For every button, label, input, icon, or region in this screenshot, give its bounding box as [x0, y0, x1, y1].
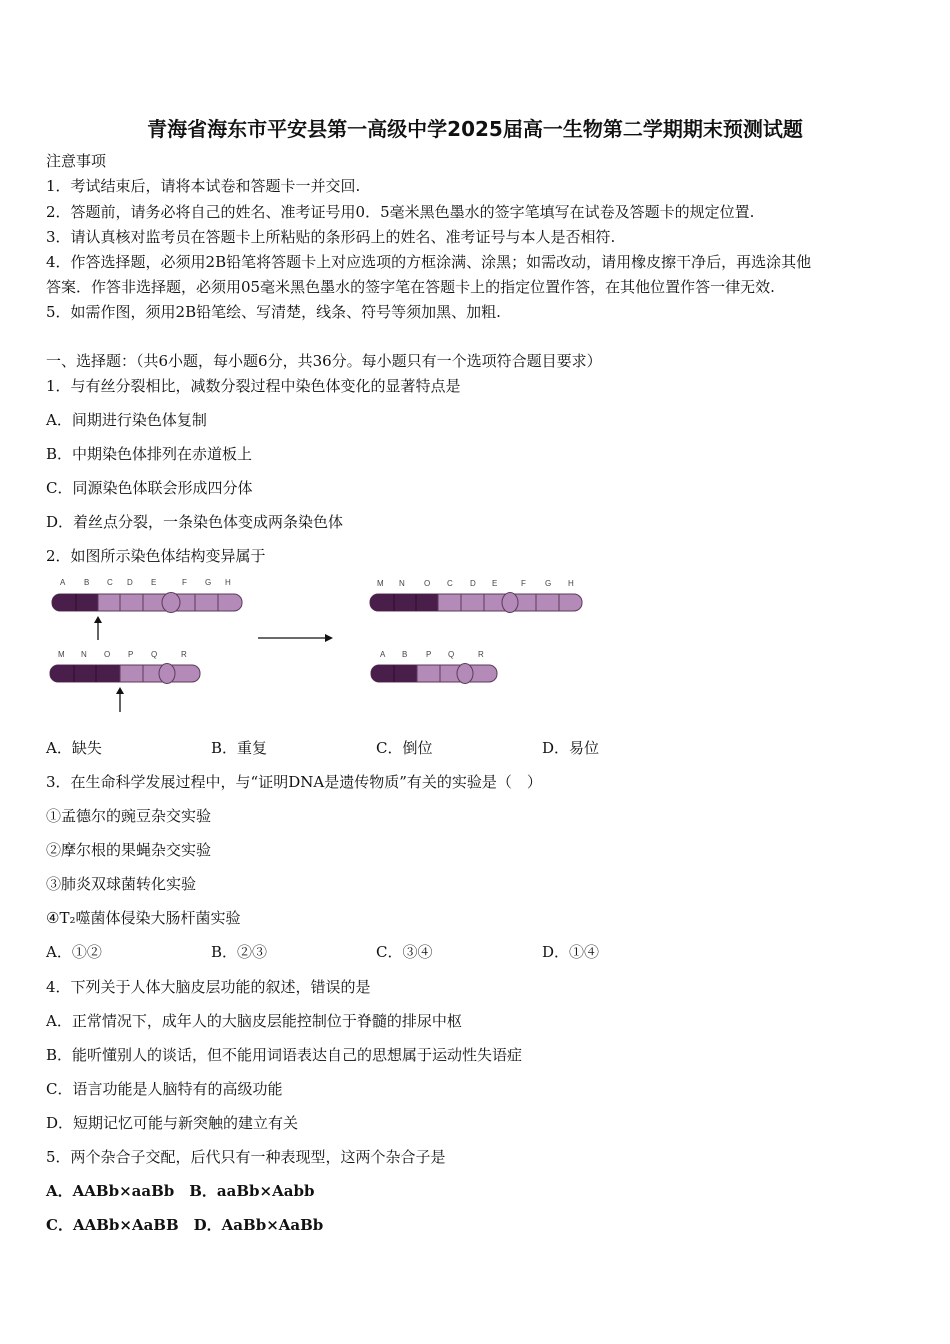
page-title: 青海省海东市平安县第一高级中学2025届高一生物第二学期期末预测试题 [147, 117, 803, 141]
gene-label: E [151, 578, 157, 587]
question-4-stem: 4．下列关于人体大脑皮层功能的叙述，错误的是 [46, 978, 371, 996]
gene-label: H [225, 578, 231, 587]
gene-label: O [424, 579, 431, 588]
gene-label: Q [151, 650, 158, 659]
question-4-option-d: D．短期记忆可能与新突触的建立有关 [46, 1114, 299, 1132]
gene-label: E [492, 579, 498, 588]
chromosome-mnopqr [50, 650, 200, 684]
gene-label: O [104, 650, 111, 659]
gene-label: H [568, 579, 574, 588]
question-2-option-d: D．易位 [542, 739, 600, 757]
question-1-option-a: A．间期进行染色体复制 [46, 411, 207, 429]
gene-label: F [521, 579, 526, 588]
gene-label: M [377, 579, 384, 588]
question-4-option-b: B．能听懂别人的谈话，但不能用词语表达自己的思想属于运动性失语症 [46, 1046, 523, 1064]
gene-label: R [181, 650, 187, 659]
gene-label: G [545, 579, 552, 588]
notice-item: 5．如需作图，须用2B铅笔绘、写清楚，线条、符号等须加黑、加粗. [46, 303, 501, 321]
gene-label: N [399, 579, 405, 588]
question-3-option-d: D．①④ [542, 943, 600, 961]
question-2-option-c: C．倒位 [376, 739, 433, 757]
chromosome-translocation-figure [40, 572, 600, 717]
gene-label: G [205, 578, 212, 587]
gene-label: D [470, 579, 476, 588]
question-1-option-d: D．着丝点分裂，一条染色体变成两条染色体 [46, 513, 344, 531]
gene-label: A [60, 578, 66, 587]
question-4-option-a: A．正常情况下，成年人的大脑皮层能控制位于脊髓的排尿中枢 [46, 1012, 462, 1030]
gene-label: Q [448, 650, 455, 659]
gene-label: R [478, 650, 484, 659]
notice-item: 答案．作答非选择题，必须用05毫米黑色墨水的签字笔在答题卡上的指定位置作答，在其他位置作答一律无效. [46, 278, 775, 296]
question-5-options-ab: A．AABb×aaBb B．aaBb×Aabb [46, 1182, 315, 1200]
question-4-option-c: C．语言功能是人脑特有的高级功能 [46, 1080, 283, 1098]
break-point-arrow [94, 616, 102, 640]
section-heading: 一、选择题：（共6小题，每小题6分，共36分。每小题只有一个选项符合题目要求） [46, 352, 602, 370]
question-3-option-a: A．①② [46, 943, 102, 961]
question-3-item: ③肺炎双球菌转化实验 [46, 875, 197, 893]
chromosome-mnocdefgh [370, 579, 582, 613]
gene-label: A [380, 650, 386, 659]
notice-heading: 注意事项 [46, 152, 107, 170]
notice-item: 1．考试结束后，请将本试卷和答题卡一并交回. [46, 177, 361, 195]
question-3-option-b: B．②③ [211, 943, 268, 961]
gene-label: C [447, 579, 453, 588]
notice-item: 4．作答选择题，必须用2B铅笔将答题卡上对应选项的方框涂满、涂黑；如需改动，请用橡皮擦干净后，再选涂其他 [46, 253, 812, 271]
chromosome-abcdefgh [52, 578, 242, 613]
gene-label: F [182, 578, 187, 587]
gene-label: P [128, 650, 134, 659]
question-3-item: ④T₂噬菌体侵染大肠杆菌实验 [46, 909, 241, 927]
question-1-stem: 1．与有丝分裂相比，减数分裂过程中染色体变化的显著特点是 [46, 377, 461, 395]
question-3-item: ②摩尔根的果蝇杂交实验 [46, 841, 212, 859]
gene-label: B [402, 650, 408, 659]
question-3-item: ①孟德尔的豌豆杂交实验 [46, 807, 212, 825]
question-1-option-b: B．中期染色体排列在赤道板上 [46, 445, 253, 463]
question-3-stem: 3．在生命科学发展过程中，与“证明DNA是遗传物质”有关的实验是（ ） [46, 773, 542, 791]
gene-label: B [84, 578, 90, 587]
gene-label: P [426, 650, 432, 659]
gene-label: D [127, 578, 133, 587]
gene-label: M [58, 650, 65, 659]
gene-label: N [81, 650, 87, 659]
question-2-stem: 2．如图所示染色体结构变异属于 [46, 547, 266, 565]
gene-label: C [107, 578, 113, 587]
notice-item: 3．请认真核对监考员在答题卡上所粘贴的条形码上的姓名、准考证号与本人是否相符. [46, 228, 616, 246]
question-3-option-c: C．③④ [376, 943, 433, 961]
question-2-option-b: B．重复 [211, 739, 268, 757]
right-arrow-icon [258, 634, 333, 642]
question-1-option-c: C．同源染色体联会形成四分体 [46, 479, 253, 497]
question-2-option-a: A．缺失 [46, 739, 102, 757]
question-5-stem: 5．两个杂合子交配，后代只有一种表现型，这两个杂合子是 [46, 1148, 446, 1166]
notice-item: 2．答题前，请务必将自己的姓名、准考证号用0．5毫米黑色墨水的签字笔填写在试卷及答题卡的规定位置. [46, 203, 755, 221]
question-5-options-cd: C．AABb×AaBB D．AaBb×AaBb [46, 1216, 324, 1234]
chromosome-abpqr [371, 650, 497, 684]
break-point-arrow [116, 687, 124, 712]
